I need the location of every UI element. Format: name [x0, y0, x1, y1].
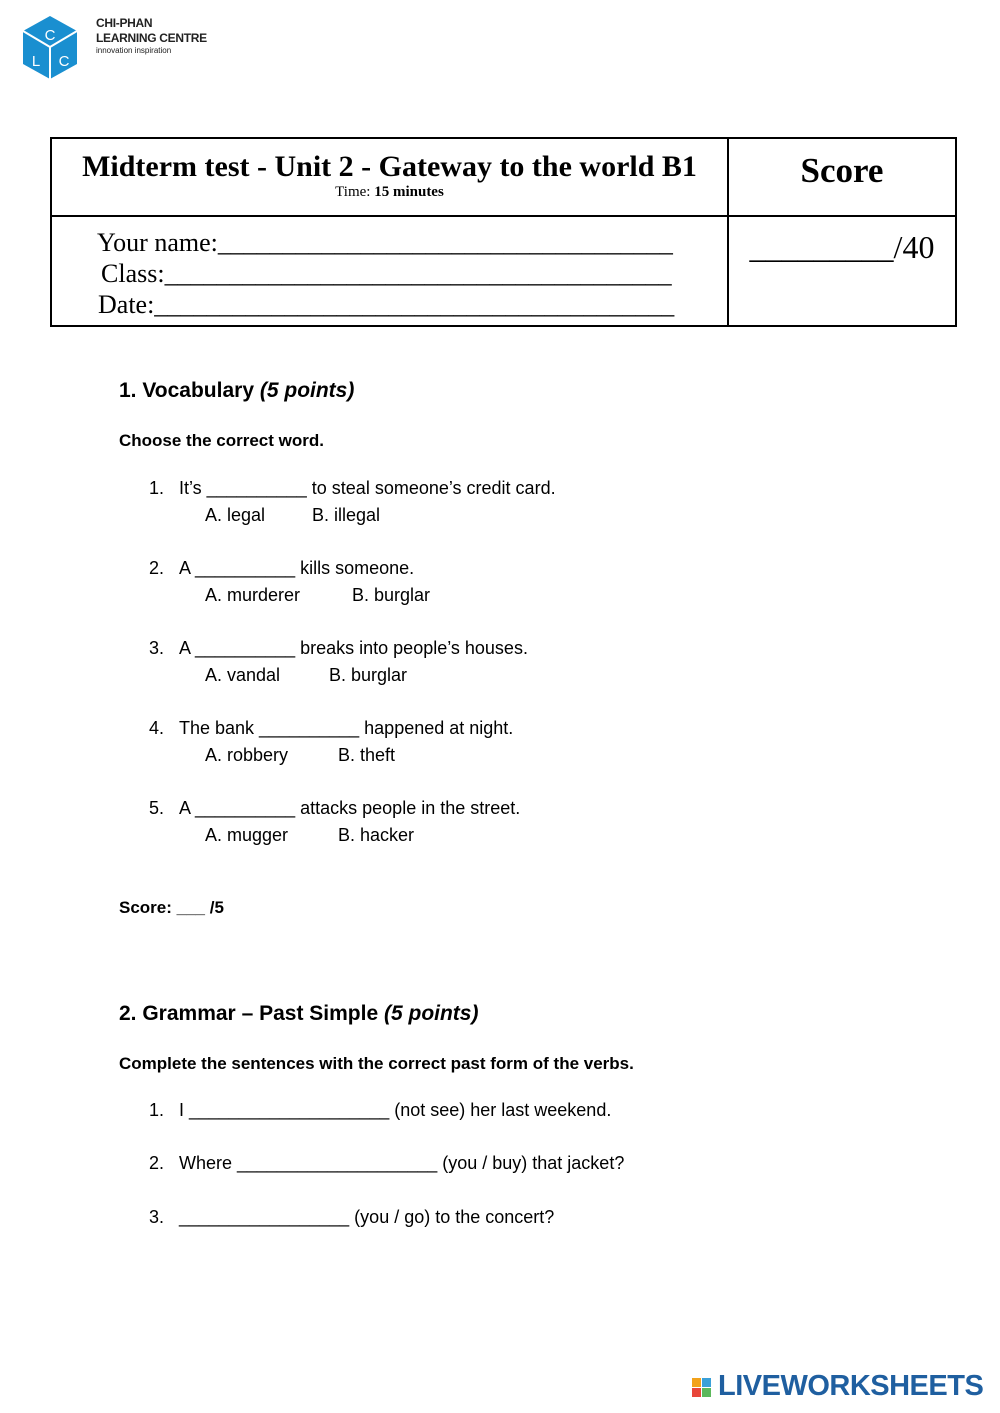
vocab-options: [205, 585, 430, 606]
name-field[interactable]: Your name:___________________________________: [97, 228, 673, 257]
option-b[interactable]: B. illegal: [312, 505, 381, 525]
score-heading-cell: [728, 138, 956, 216]
question-number: 3.: [149, 1207, 165, 1227]
question-text: Where ____________________ (you / buy) that jacket?: [179, 1153, 625, 1173]
question-number: 2.: [149, 1153, 165, 1173]
logo-letter: C: [44, 27, 56, 44]
vocab-options: [205, 745, 395, 766]
score-total[interactable]: _________/40: [749, 229, 935, 265]
section-1-heading: 1. Vocabulary: [119, 379, 255, 402]
option-b[interactable]: B. hacker: [338, 825, 415, 845]
section-1-instruction: Choose the correct word.: [119, 431, 324, 450]
logo-text: [96, 16, 207, 56]
section-2-points: (5 points): [383, 1002, 479, 1025]
question-number: 4.: [149, 718, 165, 738]
option-b[interactable]: B. burglar: [329, 665, 408, 685]
section-2-instruction: Complete the sentences with the correct past form of the verbs.: [119, 1054, 634, 1073]
test-time: [52, 183, 727, 201]
question-text: A __________ attacks people in the street.: [179, 798, 521, 818]
question-text: The bank __________ happened at night.: [179, 718, 514, 738]
grammar-question[interactable]: [149, 1153, 624, 1174]
section-1-score: Score: ___ /5: [119, 898, 224, 917]
option-b[interactable]: B. theft: [338, 745, 396, 765]
test-header-table: [50, 137, 957, 327]
option-a[interactable]: A. vandal: [205, 665, 281, 685]
question-number: 1.: [149, 1100, 165, 1120]
hexagon-logo-icon: [20, 14, 90, 84]
score-total-cell: [728, 216, 956, 326]
date-field[interactable]: Date:________________________________________: [98, 290, 675, 319]
class-field[interactable]: Class:_______________________________________: [101, 259, 672, 288]
title-cell: [51, 138, 728, 216]
time-label: Time:: [335, 184, 371, 200]
vocab-question: [149, 638, 528, 659]
logo-line-2: LEARNING CENTRE: [96, 31, 207, 45]
question-number: 5.: [149, 798, 165, 818]
vocab-question: [149, 478, 556, 499]
student-info-cell: [51, 216, 728, 326]
logo-line-3: innovation inspiration: [96, 46, 172, 55]
question-text: _________________ (you / go) to the concert?: [179, 1207, 555, 1227]
question-text: A __________ kills someone.: [179, 558, 415, 578]
logo-line-1: CHI-PHAN: [96, 16, 153, 30]
vocab-question: [149, 718, 513, 739]
grammar-question[interactable]: [149, 1207, 554, 1228]
question-text: I ____________________ (not see) her last weekend.: [179, 1100, 612, 1120]
option-a[interactable]: A. robbery: [205, 745, 289, 765]
vocab-options: [205, 825, 414, 846]
vocab-options: [205, 665, 407, 686]
vocab-question: [149, 798, 520, 819]
option-a[interactable]: A. mugger: [205, 825, 289, 845]
section-1-title: [119, 379, 354, 403]
section-2-heading: 2. Grammar – Past Simple: [119, 1002, 379, 1025]
question-number: 1.: [149, 478, 165, 498]
grammar-question[interactable]: [149, 1100, 611, 1121]
vocab-options: [205, 505, 380, 526]
time-value: 15 minutes: [374, 184, 444, 200]
question-number: 2.: [149, 558, 165, 578]
question-text: It’s __________ to steal someone’s credit card.: [179, 478, 556, 498]
score-heading: Score: [800, 151, 884, 190]
test-title: Midterm test - Unit 2 - Gateway to the world B1: [82, 150, 697, 183]
section-2-title: [119, 1002, 478, 1026]
option-b[interactable]: B. burglar: [352, 585, 431, 605]
section-1-points: (5 points): [259, 379, 355, 402]
option-a[interactable]: A. legal: [205, 505, 266, 525]
question-number: 3.: [149, 638, 165, 658]
logo-letter: L: [31, 53, 41, 70]
logo-letter: C: [58, 53, 70, 70]
liveworksheets-brand: LIVEWORKSHEETS: [718, 1370, 984, 1402]
option-a[interactable]: A. murderer: [205, 585, 301, 605]
question-text: A __________ breaks into people’s houses.: [179, 638, 528, 658]
vocab-question: [149, 558, 414, 579]
